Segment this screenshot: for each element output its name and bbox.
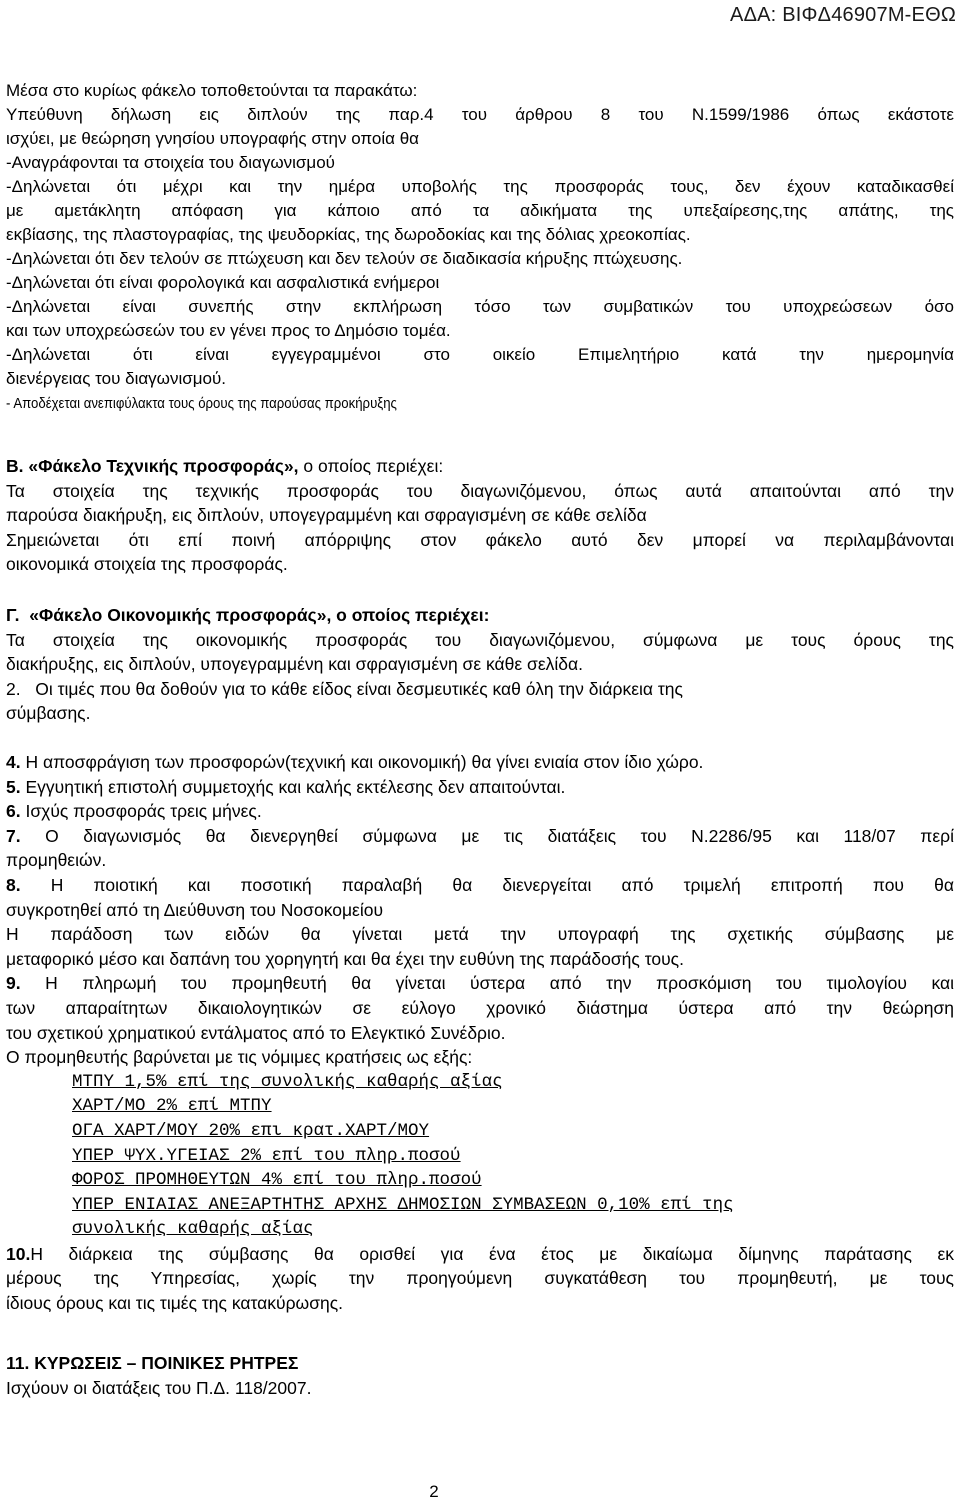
term-9-cont: των απαραίτητων δικαιολογητικών σε εύλογο χρονικό διάστημα ύστερα από την θεώρηση <box>6 997 954 1018</box>
term-number: 5. <box>6 776 21 797</box>
term-text: Η διάρκεια της σύμβασης θα ορισθεί για ένα έτος με δικαίωμα δίμηνης παράτασης εκ <box>30 1243 954 1264</box>
declaration-line: και των υποχρεώσεών του εν γένει προς το Δημόσιο τομέα. <box>6 321 451 340</box>
term-10-cont: ίδιους όρους και τις τιμές της κατακύρωσης. <box>6 1293 344 1314</box>
declaration-line: -Δηλώνεται ότι είναι φορολογικά και ασφαλιστικά ενήμεροι <box>6 273 440 292</box>
section-letter: Γ. <box>6 605 20 625</box>
declaration-line: -Αναγράφονται τα στοιχεία του διαγωνισμού <box>6 153 335 172</box>
paragraph-line: οικονομικά στοιχεία της προσφοράς. <box>6 554 288 575</box>
envelope-c-title: «Φάκελο Οικονομικής προσφοράς», ο οποίος περιέχει: <box>29 605 490 625</box>
term-number: 4. <box>6 752 21 772</box>
declaration-line: ισχύει, με θεώρηση γνησίου υπογραφής στην οποία θα <box>6 129 419 148</box>
term-4 <box>6 750 954 775</box>
term-text: Η ποιοτική και ποσοτική παραλαβή θα διενεργείται από τριμελή επιτροπή που θα <box>20 874 954 895</box>
paragraph-line: Τα στοιχεία της οικονομικής προσφοράς του διαγωνιζόμενου, σύμφωνα με τους όρους της <box>6 629 954 650</box>
term-7-cont: προμηθειών. <box>6 850 107 871</box>
term-9-cont: Ο προμηθευτής βαρύνεται με τις νόμιμες κρατήσεις ως εξής: <box>6 1047 473 1068</box>
paragraph-line: σύμβασης. <box>6 703 91 724</box>
term-6 <box>6 799 954 824</box>
ada-code: ΑΔΑ: ΒΙΦΔ46907Μ-ΕΘΩ <box>730 4 956 26</box>
term-8-cont: Η παράδοση των ειδών θα γίνεται μετά την υπογραφή της σχετικής σύμβασης με <box>6 924 954 945</box>
term-number: 8. <box>6 874 21 895</box>
terms-section <box>6 750 954 1316</box>
declaration-line: -Δηλώνεται ότι μέχρι και την ημέρα υποβολής της προσφοράς τους, δεν έχουν καταδικασθεί <box>6 177 954 196</box>
declaration-line: εκβίασης, της πλαστογραφίας, της ψευδορκίας, της δωροδοκίας και της δόλιας χρεοκοπίας. <box>6 225 691 244</box>
declaration-line: διενέργειας του διαγωνισμού. <box>6 369 226 388</box>
term-8-cont: συγκροτηθεί από τη Διεύθυνση του Νοσοκομείου <box>6 899 384 920</box>
envelope-c-section <box>6 603 954 726</box>
tax-item: ΥΠΕΡ ΕΝΙΑΙΑΣ ΑΝΕΞΑΡΤΗΤΗΣ ΑΡΧΗΣ ΔΗΜΟΣΙΩΝ ΣΥΜΒΑΣΕΩΝ 0,10% επί της <box>72 1194 734 1215</box>
term-text: Ο διαγωνισμός θα διενεργηθεί σύμφωνα με τις διατάξεις του Ν.2286/95 και 118/07 περί <box>20 825 954 846</box>
declaration-line: -Δηλώνεται ότι δεν τελούν σε πτώχευση και δεν τελούν σε διαδικασία κήρυξης πτώχευσης. <box>6 249 683 268</box>
paragraph-line <box>6 677 954 702</box>
tax-item: ΟΓΑ ΧΑΡΤ/ΜΟΥ 20% επι κρατ.ΧΑΡΤ/ΜΟΥ <box>72 1120 430 1141</box>
term-10 <box>6 1242 954 1267</box>
envelope-b-title: «Φάκελο Τεχνικής προσφοράς», <box>28 456 299 476</box>
term-number: 10. <box>6 1243 31 1264</box>
term-text: Εγγυητική επιστολή συμμετοχής και καλής εκτέλεσης δεν απαιτούνται. <box>20 776 566 797</box>
declaration-line: - Αποδέχεται ανεπιφύλακτα τους όρους της παρούσας προκήρυξης <box>6 395 397 412</box>
tax-item: ΦΟΡΟΣ ΠΡΟΜΗΘΕΥΤΩΝ 4% επί του πληρ.ποσού <box>72 1170 482 1191</box>
section-letter: Β. <box>6 456 24 476</box>
paragraph-line: διακήρυξης, εις διπλούν, υπογεγραμμένη και σφραγισμένη σε κάθε σελίδα. <box>6 654 584 675</box>
tax-item: ΜΤΠΥ 1,5% επί της συνολικής καθαρής αξίας <box>72 1071 503 1092</box>
term-8 <box>6 873 954 898</box>
item-number: 2. <box>6 678 21 699</box>
term-number: 6. <box>6 801 21 822</box>
paragraph-line: Σημειώνεται ότι επί ποινή απόρριψης στον φάκελο αυτό δεν μπορεί να περιλαμβάνονται <box>6 529 954 550</box>
section-11 <box>6 1351 954 1400</box>
tax-item: ΥΠΕΡ ΨΥΧ.ΥΓΕΙΑΣ 2% επί του πληρ.ποσού <box>72 1145 461 1166</box>
term-9-cont: του σχετικού χρηματικού εντάλματος από το Ελεγκτικό Συνέδριο. <box>6 1022 506 1043</box>
envelope-a-section <box>6 79 954 416</box>
term-number: 7. <box>6 825 21 846</box>
term-7 <box>6 824 954 849</box>
term-number: 9. <box>6 973 21 994</box>
page-number: 2 <box>429 1482 439 1501</box>
tax-item: συνολικής καθαρής αξίας <box>72 1219 314 1240</box>
paragraph-line: παρούσα διακήρυξη, εις διπλούν, υπογεγραμμένη και σφραγισμένη σε κάθε σελίδα <box>6 505 647 526</box>
term-5 <box>6 775 954 800</box>
term-10-cont: μέρους της Υπηρεσίας, χωρίς την προηγούμενη συγκατάθεση του προμηθευτή, με τους <box>6 1268 954 1289</box>
term-text: Ισχύς προσφοράς τρεις μήνες. <box>20 801 262 822</box>
tax-item: ΧΑΡΤ/ΜΟ 2% επί ΜΤΠΥ <box>72 1096 272 1117</box>
envelope-b-section <box>6 454 954 577</box>
item-text: Οι τιμές που θα δοθούν για το κάθε είδος είναι δεσμευτικές καθ όλη την διάρκεια της <box>35 678 683 699</box>
declaration-line: με αμετάκλητη απόφαση για κάποιο από τα αδικήματα της υπεξαίρεσης,της απάτης, της <box>6 201 954 220</box>
section-11-text: Ισχύουν οι διατάξεις του Π.Δ. 118/2007. <box>6 1377 312 1398</box>
paragraph-line: Τα στοιχεία της τεχνικής προσφοράς του διαγωνιζόμενου, όπως αυτά απαιτούνται από την <box>6 480 954 501</box>
declaration-line: -Δηλώνεται ότι είναι εγγεγραμμένοι στο οικείο Επιμελητήριο κατά την ημερομηνία <box>6 345 954 364</box>
intro-line: Μέσα στο κυρίως φάκελο τοποθετούνται τα παρακάτω: <box>6 81 418 100</box>
term-text: Η πληρωμή του προμηθευτή θα γίνεται ύστερα από την προσκόμιση του τιμολογίου και <box>20 973 954 994</box>
envelope-c-heading <box>6 603 954 628</box>
envelope-b-heading <box>6 454 954 479</box>
term-9 <box>6 971 954 996</box>
section-11-heading: 11. ΚΥΡΩΣΕΙΣ – ΠΟΙΝΙΚΕΣ ΡΗΤΡΕΣ <box>6 1353 299 1373</box>
term-text: Η αποσφράγιση των προσφορών(τεχνική και οικονομική) θα γίνει ενιαία στον ίδιο χώρο. <box>20 752 704 772</box>
term-8-cont: μεταφορικό μέσο και δαπάνη του χορηγητή και θα έχει την ευθύνη της παράδοσής τους. <box>6 948 684 969</box>
envelope-b-title-rest: ο οποίος περιέχει: <box>298 456 444 476</box>
declaration-line: Υπεύθυνη δήλωση εις διπλούν της παρ.4 του άρθρου 8 του Ν.1599/1986 όπως εκάστοτε <box>6 105 954 124</box>
declaration-line: -Δηλώνεται είναι συνεπής στην εκπλήρωση τόσο των συμβατικών του υποχρεώσεων όσο <box>6 297 954 316</box>
